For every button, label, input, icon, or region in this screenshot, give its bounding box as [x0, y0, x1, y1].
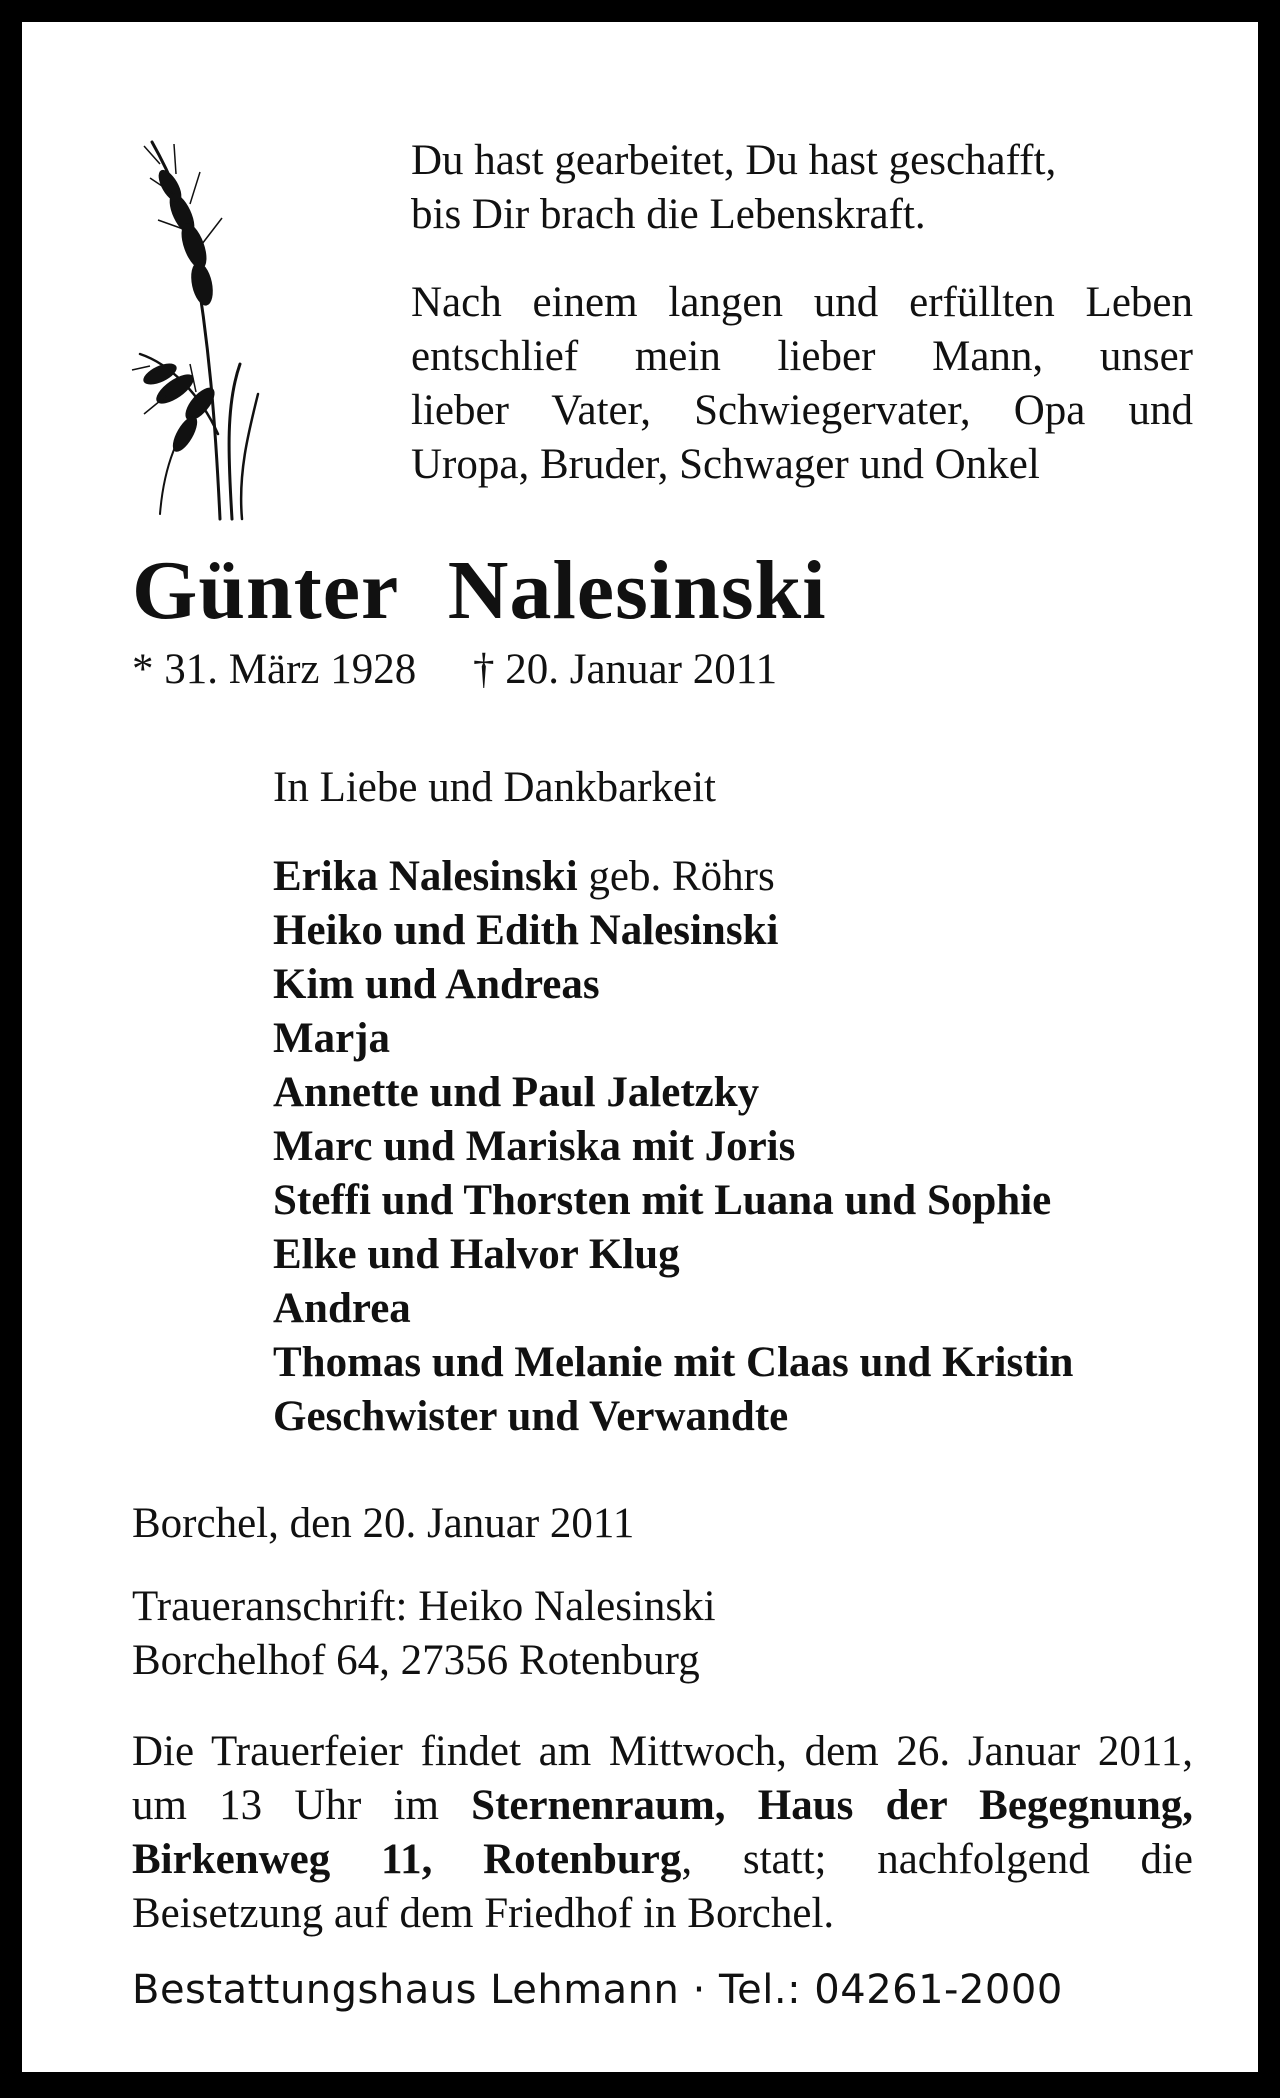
funeral-service-text	[132, 1725, 1193, 1941]
mourning-address	[132, 1580, 716, 1688]
maiden-name: geb. Röhrs	[588, 853, 775, 900]
death-date: † 20. Januar 2011	[472, 646, 778, 693]
undertaker-contact: Bestattungshaus Lehmann · Tel.: 04261-2000	[132, 1967, 1063, 2013]
service-text: Die Trauerfeier findet am Mittwoch, dem 26. Januar 2011, um 13 Uhr im	[132, 1728, 1193, 1829]
life-dates	[132, 645, 777, 694]
intro-text	[411, 276, 1193, 492]
mourners-list	[273, 850, 1073, 1444]
mourner-item: Elke und Halvor Klug	[273, 1231, 680, 1278]
intro-line: Nach einem langen und erfüllten Leben	[411, 279, 1193, 326]
birth-date: * 31. März 1928	[132, 646, 417, 693]
wheat-ears-icon	[130, 134, 270, 524]
mourner-item	[273, 850, 1073, 904]
deceased-name: Günter Nalesinski	[132, 544, 827, 637]
service-location: Sternenraum, Haus der Begegnung, Birkenweg 11, Rotenburg	[132, 1782, 1193, 1883]
obituary-notice	[22, 22, 1258, 2072]
mourner-item: Steffi und Thorsten mit Luana und Sophie	[273, 1177, 1052, 1224]
poem-line: Du hast gearbeitet, Du hast geschafft,	[411, 137, 1057, 184]
mourner-item: Kim und Andreas	[273, 961, 600, 1008]
mourner-item: Andrea	[273, 1285, 411, 1332]
mourner-item: Thomas und Melanie mit Claas und Kristin	[273, 1339, 1074, 1386]
mourner-item: Geschwister und Verwandte	[273, 1393, 789, 1440]
poem-verse	[411, 134, 1193, 242]
service-text-end: , statt; nachfolgend die Beisetzung auf dem Friedhof in Borchel.	[132, 1836, 1193, 1937]
mourner-item: Heiko und Edith Nalesinski	[273, 907, 779, 954]
place-date: Borchel, den 20. Januar 2011	[132, 1500, 635, 1547]
mourner-item: Annette und Paul Jaletzky	[273, 1069, 760, 1116]
address-line: Borchelhof 64, 27356 Rotenburg	[132, 1637, 700, 1684]
mourner-item: Marc und Mariska mit Joris	[273, 1123, 796, 1170]
thanks-line: In Liebe und Dankbarkeit	[273, 764, 716, 811]
intro-line: Uropa, Bruder, Schwager und Onkel	[411, 441, 1040, 488]
intro-line: entschlief mein lieber Mann, unser	[411, 333, 1193, 380]
poem-line: bis Dir brach die Lebenskraft.	[411, 191, 926, 238]
mourner-name: Erika Nalesinski	[273, 853, 578, 900]
address-line: Traueranschrift: Heiko Nalesinski	[132, 1583, 716, 1630]
intro-line: lieber Vater, Schwiegervater, Opa und	[411, 387, 1193, 434]
mourner-item: Marja	[273, 1015, 390, 1062]
